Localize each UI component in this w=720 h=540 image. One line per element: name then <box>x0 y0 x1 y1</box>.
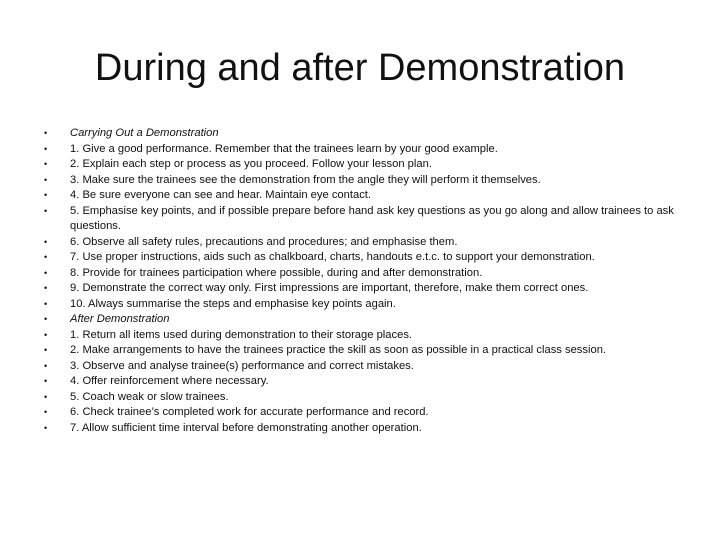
bullet-dot-icon: • <box>44 407 48 417</box>
bullet-dot-icon: • <box>44 360 48 371</box>
bullet-dot-icon: • <box>44 190 48 200</box>
list-item-text: 4. Offer reinforcement where necessary. <box>70 375 269 387</box>
bullet-dot-icon: • <box>44 236 48 247</box>
list-item <box>44 173 684 189</box>
list-item <box>44 235 684 251</box>
bullet-dot-icon: • <box>44 205 48 216</box>
list-item-text: 10. Always summarise the steps and emphasise key points again. <box>70 297 396 310</box>
list-item <box>44 405 684 421</box>
bullet-dot-icon: • <box>44 376 48 386</box>
list-item-text: 5. Coach weak or slow trainees. <box>70 390 229 403</box>
list-item <box>44 297 684 313</box>
bullet-dot-icon: • <box>44 159 48 169</box>
list-item <box>44 343 684 359</box>
bullet-dot-icon: • <box>44 283 48 293</box>
list-item <box>44 390 684 406</box>
list-item-text: 7. Allow sufficient time interval before demonstrating another operation. <box>70 421 422 434</box>
list-item <box>44 374 684 390</box>
list-item-text: 6. Check trainee’s completed work for accurate performance and record. <box>70 406 429 418</box>
bullet-dot-icon: • <box>44 174 48 185</box>
list-item-text: 1. Give a good performance. Remember that the trainees learn by your good example. <box>70 142 498 155</box>
list-item <box>44 204 684 235</box>
list-item-text: 8. Provide for trainees participation where possible, during and after demonstration. <box>70 266 483 279</box>
section-heading: After Demonstration <box>70 313 170 325</box>
list-item <box>44 312 684 328</box>
list-item-text: 2. Make arrangements to have the trainees practice the skill as soon as possible in a practical class session. <box>70 344 607 356</box>
list-item-text: 5. Emphasise key points, and if possible prepare before hand ask key questions as you go along and allow trainees to ask questions. <box>70 204 674 232</box>
list-item-text: 6. Observe all safety rules, precautions and procedures; and emphasise them. <box>70 235 458 248</box>
list-item <box>44 157 684 173</box>
slide-title: During and after Demonstration <box>94 47 626 89</box>
bullet-dot-icon: • <box>44 128 48 138</box>
list-item <box>44 142 684 158</box>
list-item <box>44 421 684 437</box>
bullet-dot-icon: • <box>44 422 48 433</box>
bullet-dot-icon: • <box>44 143 48 154</box>
list-item-text: 7. Use proper instructions, aids such as chalkboard, charts, handouts e.t.c. to support your demonstration. <box>70 251 595 263</box>
bullet-dot-icon: • <box>44 267 48 278</box>
list-item <box>44 281 684 297</box>
list-item-text: 4. Be sure everyone can see and hear. Maintain eye contact. <box>70 189 372 201</box>
list-item-text: 1. Return all items used during demonstration to their storage places. <box>70 328 413 341</box>
list-item <box>44 188 684 204</box>
bullet-list <box>44 126 684 436</box>
list-item <box>44 250 684 266</box>
bullet-dot-icon: • <box>44 391 48 402</box>
list-item <box>44 126 684 142</box>
bullet-dot-icon: • <box>44 314 48 324</box>
bullet-dot-icon: • <box>44 298 48 309</box>
list-item-text: 3. Make sure the trainees see the demonstration from the angle they will perform it themselves. <box>70 173 541 186</box>
list-item-text: 2. Explain each step or process as you proceed. Follow your lesson plan. <box>70 158 432 170</box>
list-item <box>44 328 684 344</box>
bullet-dot-icon: • <box>44 345 48 355</box>
list-item <box>44 359 684 375</box>
list-item <box>44 266 684 282</box>
section-heading: Carrying Out a Demonstration <box>70 127 219 139</box>
list-item-text: 9. Demonstrate the correct way only. First impressions are important, therefore, make them correct ones. <box>70 282 589 294</box>
bullet-dot-icon: • <box>44 329 48 340</box>
bullet-dot-icon: • <box>44 252 48 262</box>
list-item-text: 3. Observe and analyse trainee(s) performance and correct mistakes. <box>70 359 414 372</box>
